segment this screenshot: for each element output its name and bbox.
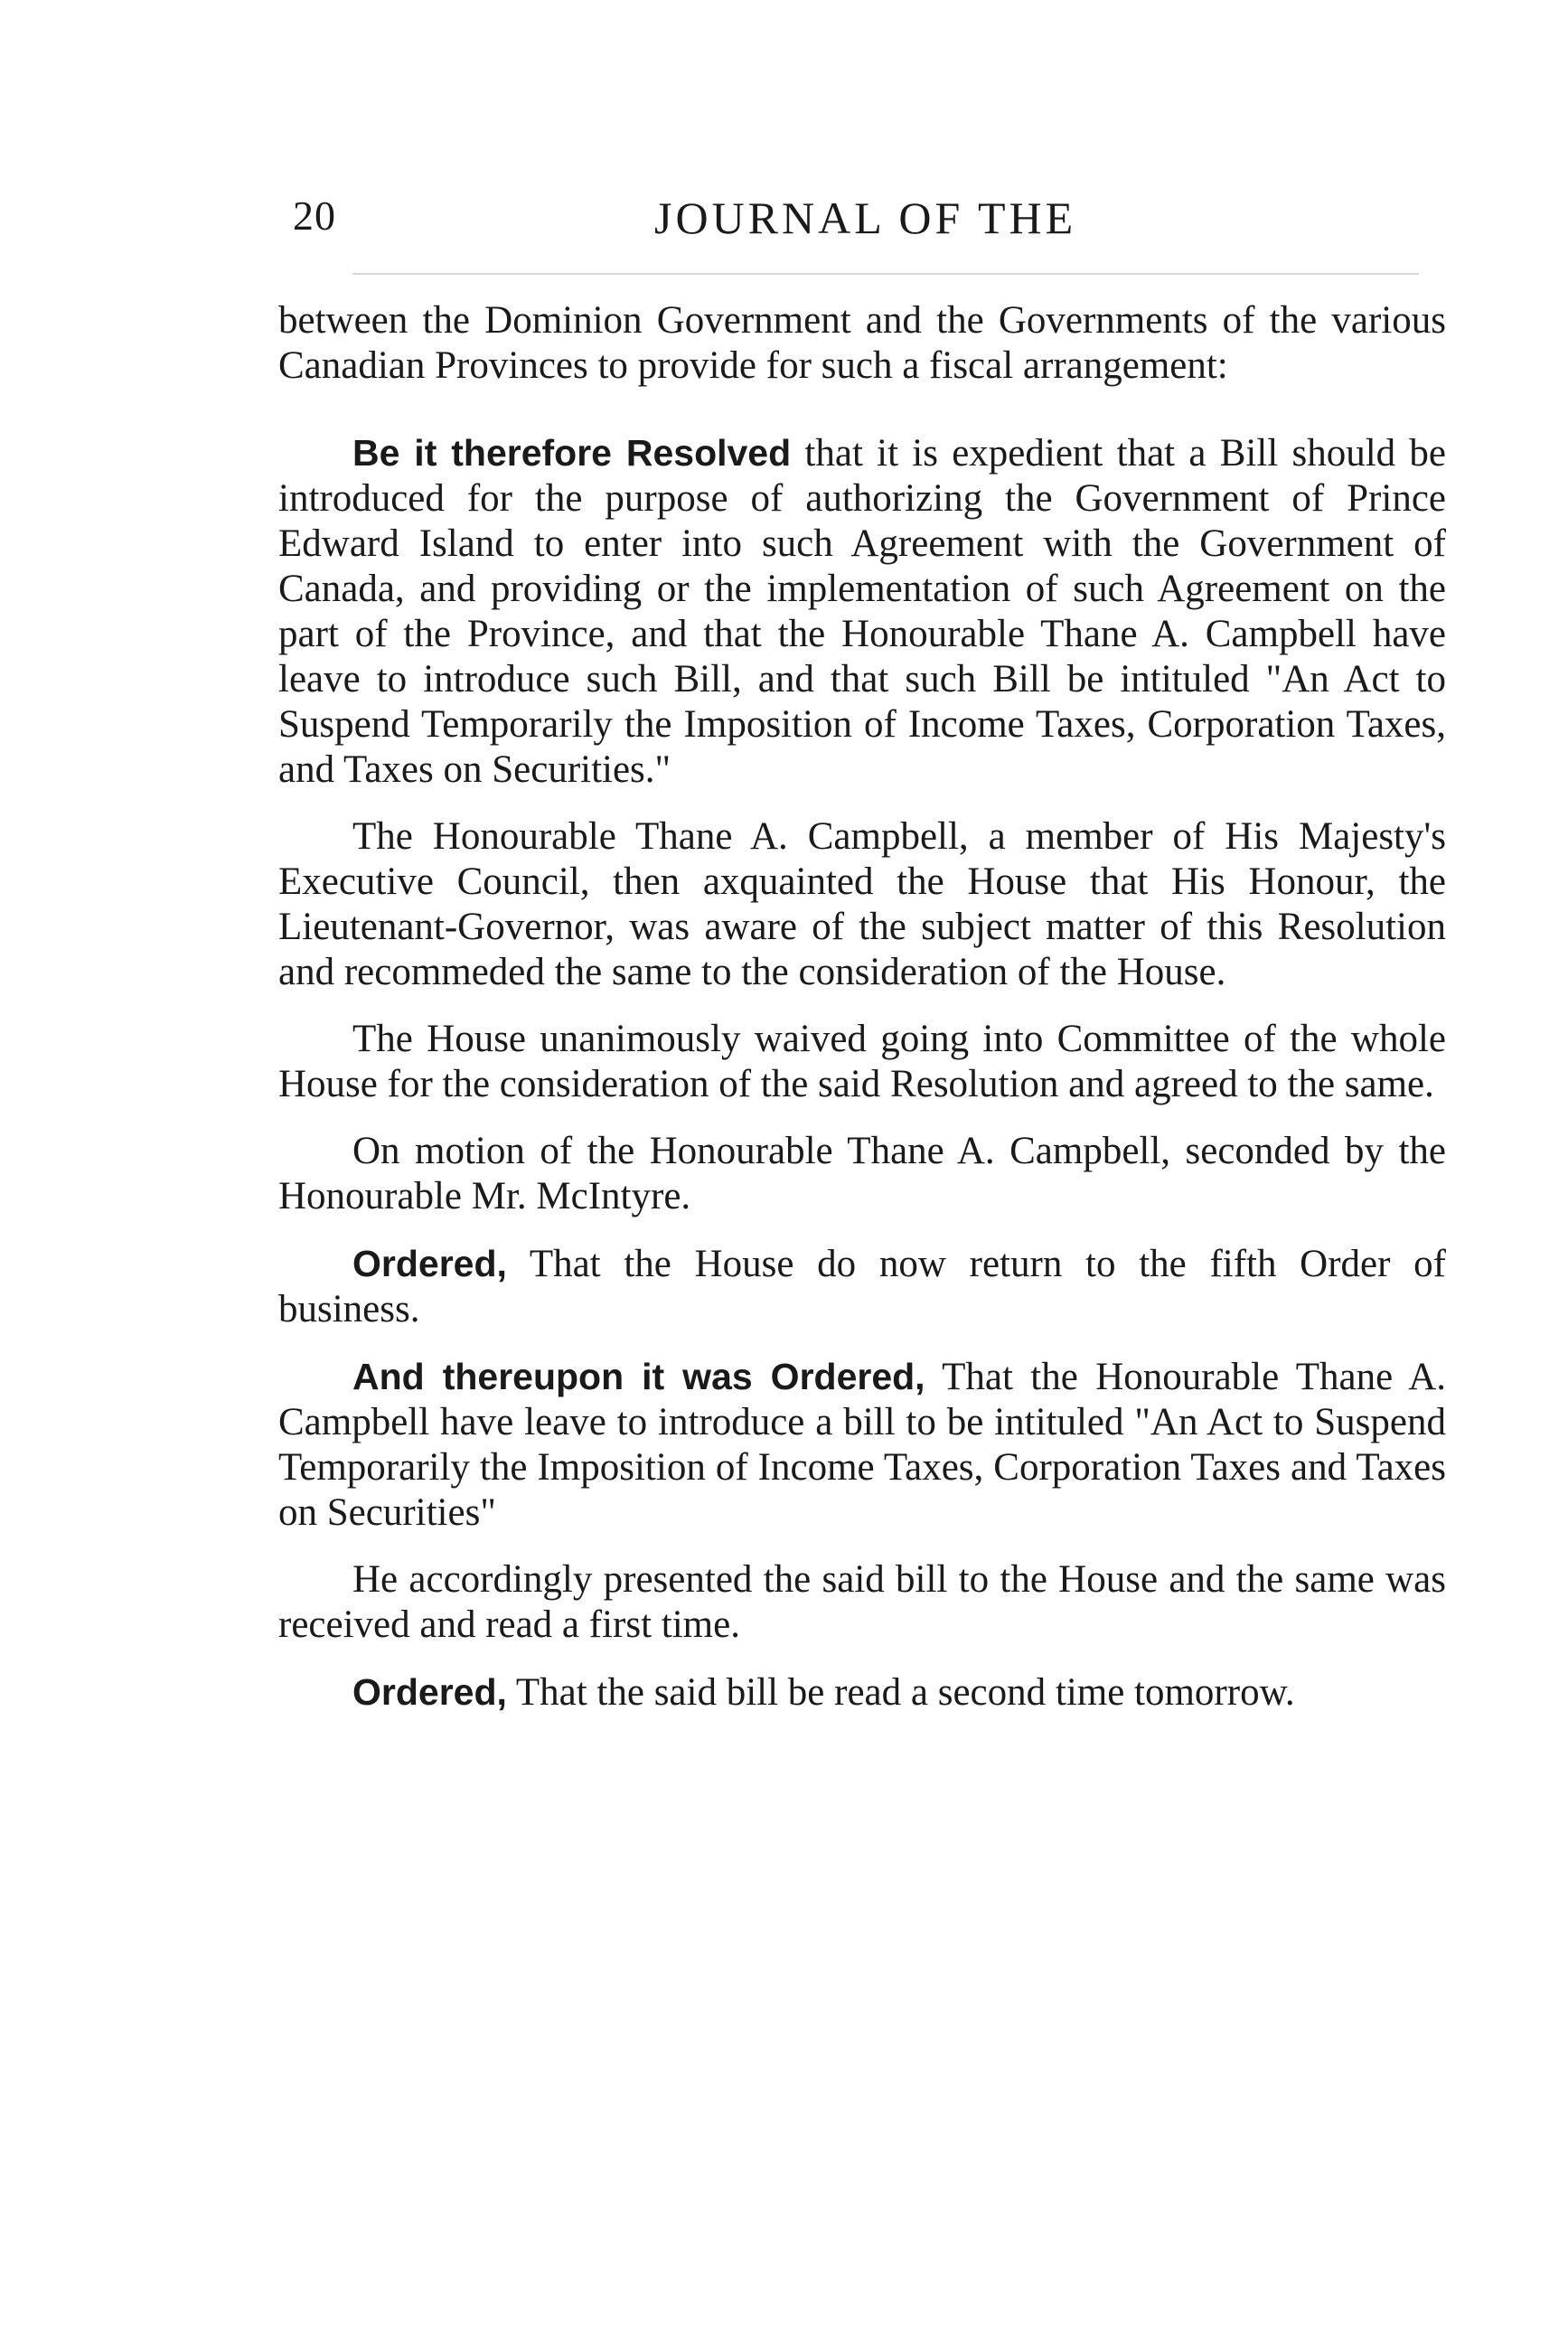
paragraph-text: On motion of the Honourable Thane A. Campbell, seconded by the Honourable Mr. McIntyre. [278,1130,1446,1217]
paragraph-lead: Ordered, [352,1671,507,1713]
paragraph-lead: And thereupon it was Ordered, [352,1356,925,1397]
paragraph-lead: Be it therefore Resolved [352,432,792,474]
paragraph-preamble-continuation [278,298,1446,389]
paragraph-lead: Ordered, [352,1243,507,1284]
paragraph-recommendation [278,814,1446,995]
paragraph-text: The Honourable Thane A. Campbell, a member of His Majesty's Executive Council, then axquainted the House that His Honour, the Lieutenant-Governor, was aware of the subject matter of this Resolution and recommeded the same to the consideration of the House. [278,815,1446,993]
paragraph-first-reading [278,1557,1446,1648]
paragraph-text: The House unanimously waived going into Committee of the whole House for the consideration of the said Resolution and agreed to the same. [278,1018,1446,1105]
header-rule [352,273,1419,275]
paragraph-motion [278,1129,1446,1219]
paragraph-committee-waived [278,1017,1446,1107]
running-head: JOURNAL OF THE [654,193,1077,243]
paragraph-text: He accordingly presented the said bill to the House and the same was received and read a first time. [278,1558,1446,1646]
paragraph-order-second-reading [278,1669,1446,1716]
page-header [293,192,1450,255]
paragraph-text: That the Honourable Thane A. Campbell have leave to introduce a bill to be intituled "An Act to Suspend Temporarily the Imposition of Income Taxes, Corporation Taxes and Taxes on Securities" [278,1356,1446,1534]
paragraph-text: That the House do now return to the fifth Order of business. [278,1243,1446,1330]
journal-body [278,298,1446,1716]
paragraph-order-return [278,1241,1446,1332]
paragraph-order-leave [278,1354,1446,1536]
paragraph-text: That the said bill be read a second time tomorrow. [506,1671,1295,1714]
paragraph-resolution [278,430,1446,793]
page-number: 20 [293,193,336,239]
paragraph-text: that it is expedient that a Bill should be introduced for the purpose of authorizing the Government of Prince Edward Island to enter into such Agreement with the Government of Canada, and providing or the implementation of such Agreement on the part of the Province, and that the Honourable Thane A. Campbell have leave to introduce such Bill, and that such Bill be intituled "An Act to Suspend Temporarily the Imposition of Income Taxes, Corporation Taxes, and Taxes on Securities." [278,432,1446,791]
paragraph-text: between the Dominion Government and the Governments of the various Canadian Provinces to provide for such a fiscal arrangement: [278,299,1446,387]
